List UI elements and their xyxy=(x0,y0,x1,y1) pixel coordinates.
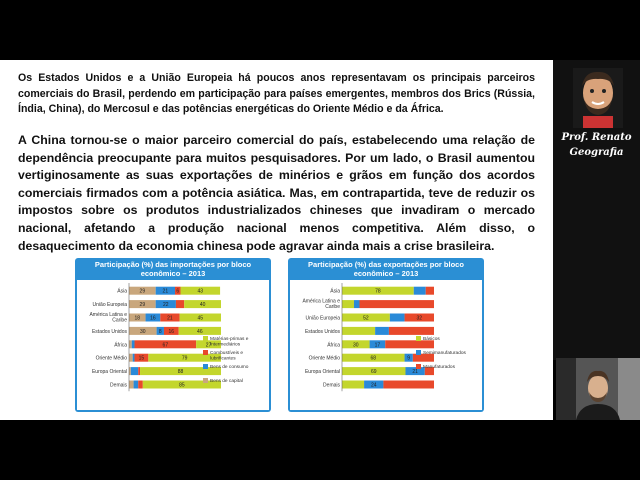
exports-legend-label-line: Semimanufaturados xyxy=(423,351,466,356)
exports-category-label xyxy=(305,369,340,375)
exports-bar-segment-semimanufaturados xyxy=(390,314,405,322)
exports-category-label xyxy=(323,383,340,389)
imports-value-label: 43 xyxy=(197,288,204,295)
imports-chart-panel xyxy=(75,258,271,412)
presenter-webcam-icon xyxy=(556,358,640,420)
exports-value-label: 30 xyxy=(353,342,359,349)
exports-category-label-line: América Latina e xyxy=(302,298,340,305)
presenter-sidebar xyxy=(553,60,640,360)
imports-value-label: 88 xyxy=(177,369,184,376)
exports-bar-segment-basicos xyxy=(342,300,354,308)
imports-legend-swatch xyxy=(203,336,208,341)
imports-category-label-line: América Latina e xyxy=(89,312,127,318)
imports-value-label: 6 xyxy=(176,288,180,295)
imports-legend-label xyxy=(210,350,243,361)
imports-category-label xyxy=(110,383,127,389)
imports-category-label-line: União Europeia xyxy=(92,302,127,309)
imports-value-label: 18 xyxy=(134,315,141,322)
imports-bar-segment-bens-de-consumo xyxy=(131,367,138,375)
imports-value-label: 15 xyxy=(138,355,145,362)
imports-category-label-line: Oriente Médio xyxy=(95,355,127,362)
imports-category-label xyxy=(92,329,128,335)
exports-bar-segment-semimanufaturados xyxy=(354,300,360,308)
imports-value-label: 30 xyxy=(140,328,146,335)
imports-chart-title: Participação (%) das importações por bloco econômico – 2013 xyxy=(94,260,252,278)
slide-paragraph-1: Os Estados Unidos e a União Europeia há poucos anos representavam os principais parceiros comerciais do Brasil, perdendo em participação para países emergentes, membros dos Brics (Rússia, Índia, China), do Mercosul e das potências energéticas do Oriente Médio e da África. xyxy=(18,72,535,115)
imports-bar-segment-bens-de-capital xyxy=(129,340,132,348)
exports-category-label-line: Demais xyxy=(323,382,340,389)
exports-category-label xyxy=(305,329,341,335)
imports-legend-label xyxy=(210,378,243,384)
imports-value-label: 21 xyxy=(162,288,169,295)
imports-category-label xyxy=(93,302,128,308)
exports-legend-swatch xyxy=(416,350,421,355)
imports-value-label: 29 xyxy=(139,302,146,309)
exports-value-label: 21 xyxy=(412,369,418,376)
imports-value-label: 27 xyxy=(205,342,212,349)
exports-legend-label xyxy=(423,336,440,342)
imports-category-label xyxy=(117,288,127,295)
exports-bar-segment-basicos xyxy=(342,381,364,389)
exports-category-label xyxy=(327,341,340,348)
slide xyxy=(0,60,553,420)
exports-bar-segment-basicos xyxy=(342,327,375,335)
imports-category-label xyxy=(114,341,127,348)
imports-bar-segment-combustiveis-e-lubrificantes xyxy=(176,300,184,308)
exports-bar-segment-manufaturados xyxy=(426,287,434,295)
imports-category-label-line: África xyxy=(114,342,127,349)
exports-category-label xyxy=(309,356,341,362)
imports-legend-swatch xyxy=(203,378,208,383)
exports-legend-label-line: Básicos xyxy=(423,337,440,342)
exports-bar-segment-manufaturados xyxy=(383,381,434,389)
imports-legend-label-line: Bens de capital xyxy=(210,379,243,384)
exports-legend-label-line: Manufaturados xyxy=(423,365,455,370)
imports-value-label: 67 xyxy=(162,342,169,349)
imports-bar-segment-combustiveis-e-lubrificantes xyxy=(138,367,140,375)
imports-legend-swatch xyxy=(203,364,208,369)
imports-value-label: 16 xyxy=(168,328,175,335)
exports-category-label-line: África xyxy=(327,342,340,349)
exports-category-label-line: Oriente Médio xyxy=(308,355,340,362)
exports-category-label xyxy=(302,299,340,311)
webcam-feed xyxy=(556,358,640,420)
slide-paragraph-2: A China tornou-se o maior parceiro comercial do país, estabelecendo uma relação de dependência preocupante para muitos pesquisadores. Por um lado, o Brasil aumentou vertiginosamente as suas exportações de minérios e grãos em função dos acordos comerciais firmados com a potência asiática. Mas, em contrapartida, teve de reduzir os impostos sobre os produtos industrializados chineses que invadiram o mercado nacional, afetando a produção nacional menos competitiva. Além disso, o desaquecimento da economia chinesa pode agravar ainda mais a crise brasileira. xyxy=(18,133,535,253)
imports-bar-segment-bens-de-consumo xyxy=(133,354,135,362)
exports-legend-label xyxy=(423,350,467,356)
imports-category-label-line: Estados Unidos xyxy=(91,328,127,335)
imports-value-label: 21 xyxy=(167,315,173,322)
exports-legend-label xyxy=(423,364,456,370)
exports-category-label xyxy=(306,316,341,322)
imports-value-label: 45 xyxy=(197,315,204,322)
exports-bar-segment-semimanufaturados xyxy=(375,327,389,335)
imports-category-label xyxy=(89,312,127,324)
exports-value-label: 24 xyxy=(370,382,377,389)
exports-bar-segment-manufaturados xyxy=(389,327,434,335)
imports-value-label: 16 xyxy=(150,315,156,322)
exports-chart-panel xyxy=(288,258,484,412)
exports-bar-segment-manufaturados xyxy=(359,300,434,308)
imports-chart-svg xyxy=(77,280,269,410)
exports-chart-area xyxy=(290,280,482,410)
imports-value-label: 29 xyxy=(139,288,146,295)
imports-category-label-line: Europa Oriental xyxy=(91,369,127,376)
imports-bar-segment-bens-de-consumo xyxy=(132,340,135,348)
presenter-subject: Geografia xyxy=(569,147,624,158)
imports-chart-area xyxy=(77,280,269,410)
exports-category-label xyxy=(330,288,340,295)
imports-value-label: 40 xyxy=(199,302,206,309)
imports-value-label: 22 xyxy=(163,302,169,309)
exports-value-label: 68 xyxy=(370,355,377,362)
exports-category-label-line: Ásia xyxy=(330,288,340,295)
exports-category-label-line: Europa Oriental xyxy=(304,369,340,376)
imports-category-label-line: Demais xyxy=(110,382,127,389)
exports-bar-segment-semimanufaturados xyxy=(414,287,426,295)
exports-value-label: 52 xyxy=(363,315,369,322)
imports-category-label-line: Ásia xyxy=(117,288,127,295)
exports-value-label: 17 xyxy=(374,342,381,349)
imports-legend-label xyxy=(210,364,249,370)
exports-category-label-line: União Europeia xyxy=(305,315,340,322)
exports-chart-svg xyxy=(290,280,482,410)
imports-bar-segment-bens-de-consumo xyxy=(134,381,139,389)
exports-legend-swatch xyxy=(416,364,421,369)
imports-value-label: 8 xyxy=(158,328,162,335)
presenter-name: Prof. Renato xyxy=(561,132,632,143)
imports-value-label: 46 xyxy=(197,328,203,335)
exports-value-label: 9 xyxy=(407,355,411,362)
imports-value-label: 85 xyxy=(179,382,185,389)
imports-category-label xyxy=(92,369,127,375)
presenter-caricature-icon xyxy=(573,68,623,128)
imports-bar-segment-bens-de-capital xyxy=(129,381,134,389)
imports-legend-swatch xyxy=(203,350,208,355)
imports-legend-label-line: intermediários xyxy=(210,342,241,348)
imports-legend-label-line: Matérias-primas e xyxy=(210,337,249,342)
imports-category-label xyxy=(96,356,128,362)
exports-value-label: 69 xyxy=(370,369,377,376)
presenter-title xyxy=(553,130,640,160)
exports-category-label-line: Estados Unidos xyxy=(304,328,340,335)
imports-legend-label xyxy=(210,336,249,347)
exports-category-label-line: Caribe xyxy=(325,304,340,311)
imports-category-label-line: Caribe xyxy=(112,317,127,324)
exports-value-label: 32 xyxy=(416,315,423,322)
exports-value-label: 78 xyxy=(375,288,381,295)
imports-bar-segment-bens-de-capital xyxy=(129,354,133,362)
imports-value-label: 79 xyxy=(181,355,188,362)
exports-legend-swatch xyxy=(416,336,421,341)
imports-bar-segment-combustiveis-e-lubrificantes xyxy=(138,381,143,389)
exports-chart-title: Participação (%) das exportações por bloco econômico – 2013 xyxy=(308,260,464,278)
imports-legend-label-line: Bens de consumo xyxy=(210,365,249,370)
imports-legend-label-line: lubrificantes xyxy=(210,356,236,362)
imports-legend-label-line: Combustíveis e xyxy=(210,351,244,356)
